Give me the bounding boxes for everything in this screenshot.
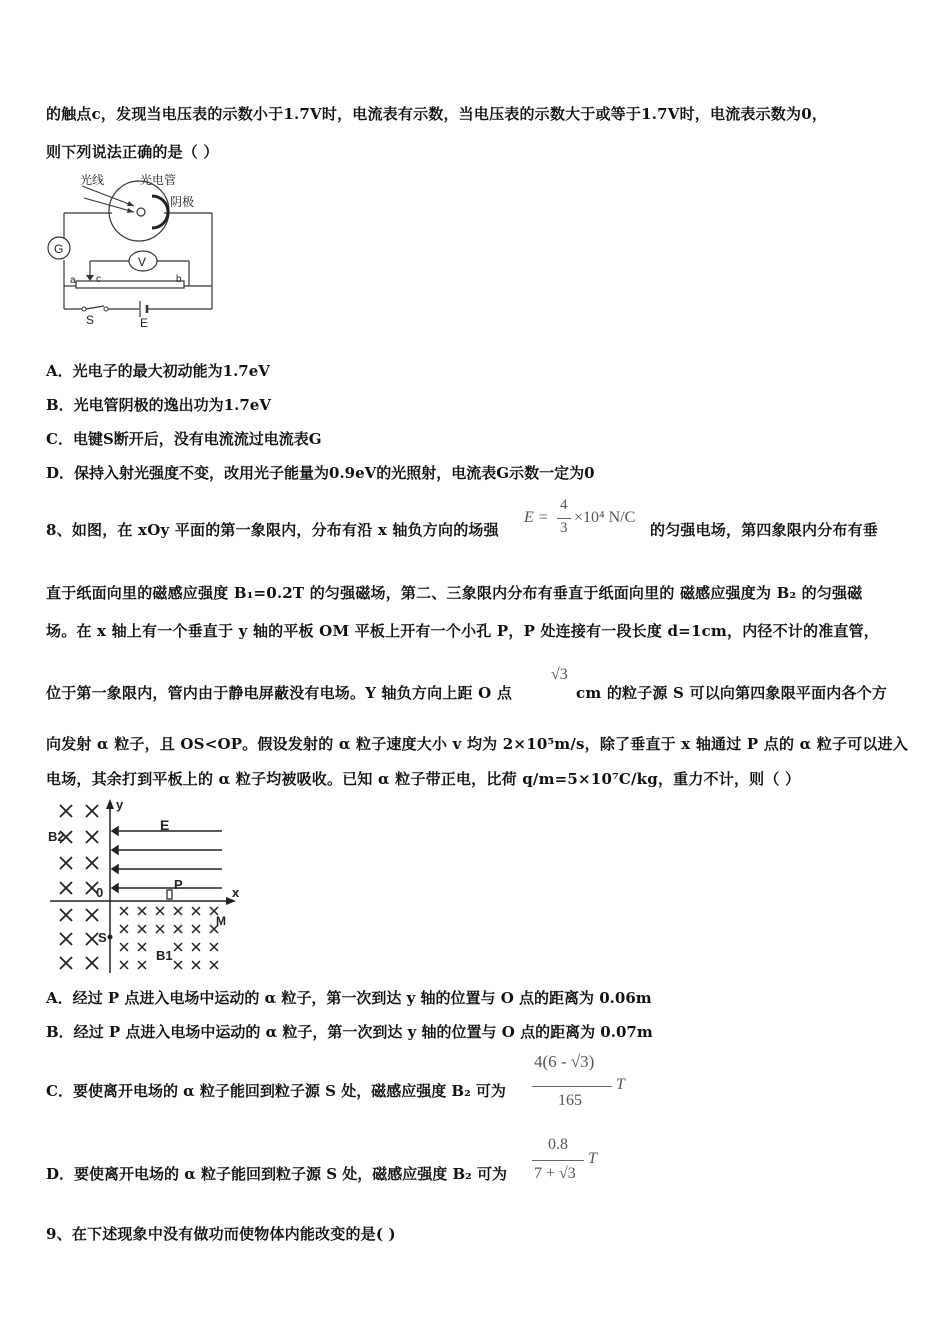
label-y: y xyxy=(116,797,124,812)
collimator-tube xyxy=(167,890,172,899)
option-d-fraction xyxy=(530,1136,610,1192)
q8-option-c: C．要使离开电场的 α 粒子能回到粒子源 S 处，磁感应强度 B₂ 可为 xyxy=(46,1082,506,1100)
label-G: G xyxy=(54,242,64,256)
field-frac-num: 4 xyxy=(560,497,568,513)
label-S: S xyxy=(98,930,107,945)
label-B1: B1 xyxy=(156,948,173,963)
label-tube: 光电管 xyxy=(140,173,177,187)
label-light: 光线 xyxy=(80,173,105,187)
label-E: E xyxy=(140,316,149,330)
q8-option-d: D．要使离开电场的 α 粒子能回到粒子源 S 处，磁感应强度 B₂ 可为 xyxy=(46,1165,507,1183)
q8-line-1a: 8、如图，在 xOy 平面的第一象限内，分布有沿 x 轴负方向的场强 xyxy=(46,521,499,539)
label-a: a xyxy=(70,275,76,286)
intro-line-2: 则下列说法正确的是（ ） xyxy=(46,143,219,161)
d-frac-num: 0.8 xyxy=(548,1136,568,1153)
label-B2: B2 xyxy=(48,829,65,844)
label-E: E xyxy=(160,817,170,833)
sqrt3-expr: √3 xyxy=(551,666,568,683)
q7-option-a: A．光电子的最大初动能为1.7eV xyxy=(46,362,270,380)
label-V: V xyxy=(138,255,147,269)
c-frac-den: 165 xyxy=(558,1092,582,1109)
q8-line-1b: 的匀强电场，第四象限内分布有垂 xyxy=(650,521,879,539)
q9-line: 9、在下述现象中没有做功而使物体内能改变的是( ) xyxy=(46,1225,396,1243)
e-field-lines xyxy=(112,827,222,892)
q7-option-d: D．保持入射光强度不变，改用光子能量为0.9eV的光照射，电流表G示数一定为0 xyxy=(46,464,595,482)
particle-source xyxy=(108,935,113,940)
field-E-label: E = xyxy=(524,509,549,526)
q8-line-4b: cm 的粒子源 S 可以向第四象限平面内各个方 xyxy=(576,684,888,702)
field-tail: ×10⁴ N/C xyxy=(574,509,636,526)
c-frac-num: 4(6 - √3) xyxy=(534,1052,595,1071)
photoelectric-circuit-figure xyxy=(44,168,224,333)
c-frac-unit: T xyxy=(616,1076,625,1093)
label-b: b xyxy=(176,274,182,285)
label-S: S xyxy=(86,313,95,327)
intro-line-1: 的触点c，发现当电压表的示数小于1.7V时，电流表有示数，当电压表的示数大于或等于1.7V时，电流表示数为0， xyxy=(46,105,828,123)
field-strength-expr xyxy=(524,497,650,543)
label-c: c xyxy=(96,274,101,285)
label-cathode: 阴极 xyxy=(170,195,195,209)
q8-line-2: 直于纸面向里的磁感应强度 B₁=0.2T 的匀强磁场，第二、三象限内分布有垂直于纸面向里的 磁感应强度为 B₂ 的匀强磁 xyxy=(46,584,863,602)
option-c-fraction xyxy=(530,1052,630,1116)
q7-option-b: B．光电管阴极的逸出功为1.7eV xyxy=(46,396,271,414)
d-frac-den: 7 + √3 xyxy=(534,1165,576,1182)
q8-option-a: A．经过 P 点进入电场中运动的 α 粒子，第一次到达 y 轴的位置与 O 点的距离为 0.06m xyxy=(46,989,652,1007)
label-P: P xyxy=(174,877,183,892)
b2-field-crosses xyxy=(60,805,98,969)
q8-option-b: B．经过 P 点进入电场中运动的 α 粒子，第一次到达 y 轴的位置与 O 点的距离为 0.07m xyxy=(46,1023,653,1041)
q8-line-6: 电场，其余打到平板上的 α 粒子均被吸收。已知 α 粒子带正电，比荷 q/m=5×10⁷C/kg，重力不计，则（ ） xyxy=(46,770,801,788)
d-frac-unit: T xyxy=(588,1150,597,1167)
q8-line-3: 场。在 x 轴上有一个垂直于 y 轴的平板 OM 平板上开有一个小孔 P，P 处连接有一段长度 d=1cm，内径不计的准直管， xyxy=(46,622,879,640)
photo-tube xyxy=(109,181,169,241)
field-frac-den: 3 xyxy=(560,520,568,536)
q7-option-c: C．电键S断开后，没有电流流过电流表G xyxy=(46,430,322,448)
rheostat xyxy=(76,281,184,288)
switch-S xyxy=(86,306,104,309)
label-O: 0 xyxy=(96,885,104,900)
q8-line-4a: 位于第一象限内，管内由于静电屏蔽没有电场。Y 轴负方向上距 O 点 xyxy=(46,684,513,702)
label-M: M xyxy=(216,914,226,928)
label-x: x xyxy=(232,885,240,900)
q8-line-5: 向发射 α 粒子，且 OS<OP。假设发射的 α 粒子速度大小 v 均为 2×10⁵m/s，除了垂直于 x 轴通过 P 点的 α 粒子可以进入 xyxy=(46,735,908,753)
field-diagram xyxy=(46,797,246,975)
